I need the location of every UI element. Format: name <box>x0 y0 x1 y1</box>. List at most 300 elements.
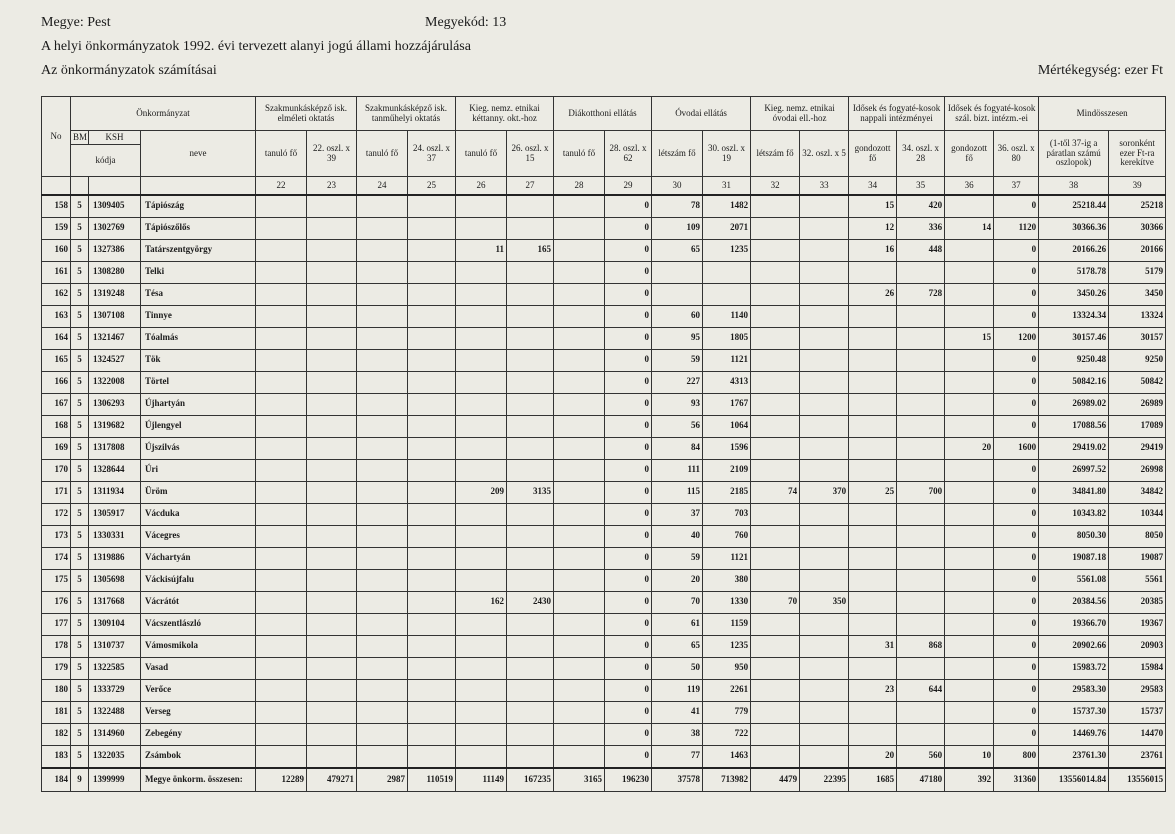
table-cell <box>256 591 307 613</box>
table-cell: 40 <box>652 525 703 547</box>
row-no-cell: 168 <box>42 415 71 437</box>
row-no-cell: 160 <box>42 239 71 261</box>
table-cell <box>307 745 357 768</box>
table-cell: 370 <box>800 481 849 503</box>
table-cell: 0 <box>605 459 652 481</box>
table-cell <box>307 349 357 371</box>
table-cell: 13556014.84 <box>1039 768 1109 792</box>
table-cell <box>307 679 357 701</box>
sub-header-39: soronként ezer Ft-ra kerekítve <box>1109 131 1166 177</box>
row-no-cell: 163 <box>42 305 71 327</box>
table-cell: 20384.56 <box>1039 591 1109 613</box>
table-cell <box>256 393 307 415</box>
table-cell: 37578 <box>652 768 703 792</box>
table-cell: 0 <box>994 613 1039 635</box>
table-cell: 20 <box>652 569 703 591</box>
table-cell <box>357 261 408 283</box>
table-cell <box>456 635 507 657</box>
group-header-1: Szakmunkásképző isk. elméleti oktatás <box>256 97 357 131</box>
table-cell <box>256 437 307 459</box>
sub-header-37: 36. oszl. x 80 <box>994 131 1039 177</box>
sub-header-23: 22. oszl. x 39 <box>307 131 357 177</box>
table-cell: 0 <box>605 547 652 569</box>
sub-header-36: gondozott fő <box>945 131 994 177</box>
row-no-cell: 173 <box>42 525 71 547</box>
col-kodja-header: kódja <box>71 145 141 177</box>
table-cell: 5 <box>71 745 89 768</box>
table-cell <box>507 393 554 415</box>
table-row <box>42 283 1166 305</box>
table-cell: 350 <box>800 591 849 613</box>
sub-header-38: (1-től 37-ig a páratlan számú oszlopok) <box>1039 131 1109 177</box>
table-cell <box>554 679 605 701</box>
table-cell <box>307 415 357 437</box>
table-cell: 93 <box>652 393 703 415</box>
table-cell: 1064 <box>703 415 751 437</box>
table-cell <box>357 745 408 768</box>
row-no-cell: 184 <box>42 768 71 792</box>
sub-header-29: 28. oszl. x 62 <box>605 131 652 177</box>
table-cell <box>357 371 408 393</box>
table-cell: 722 <box>703 723 751 745</box>
table-cell: 12 <box>849 217 897 239</box>
table-cell <box>849 503 897 525</box>
sub-header-22: tanuló fő <box>256 131 307 177</box>
table-cell: 5 <box>71 217 89 239</box>
table-cell <box>507 657 554 679</box>
table-cell <box>507 415 554 437</box>
table-cell: 2430 <box>507 591 554 613</box>
sub-header-33: 32. oszl. x 5 <box>800 131 849 177</box>
table-cell: 59 <box>652 547 703 569</box>
table-cell: 5 <box>71 635 89 657</box>
table-cell <box>897 723 945 745</box>
table-cell <box>408 481 456 503</box>
table-cell <box>945 701 994 723</box>
table-cell: 167235 <box>507 768 554 792</box>
table-cell <box>751 437 800 459</box>
table-cell: 50842.16 <box>1039 371 1109 393</box>
table-cell <box>307 525 357 547</box>
table-cell: 15983.72 <box>1039 657 1109 679</box>
table-cell <box>554 217 605 239</box>
table-cell <box>945 657 994 679</box>
table-cell: 1322488 <box>89 701 141 723</box>
table-cell <box>256 745 307 768</box>
table-cell: 1305917 <box>89 503 141 525</box>
table-cell <box>652 261 703 283</box>
table-cell: 65 <box>652 635 703 657</box>
table-cell: 3450.26 <box>1039 283 1109 305</box>
table-cell <box>307 503 357 525</box>
table-cell: 1321467 <box>89 327 141 349</box>
row-no-cell: 164 <box>42 327 71 349</box>
table-cell: 0 <box>994 239 1039 261</box>
group-header-8: Idősek és fogyaté-kosok szál. bizt. intézm.-ei <box>945 97 1039 131</box>
table-cell: 336 <box>897 217 945 239</box>
table-cell: 380 <box>703 569 751 591</box>
table-cell: 1330 <box>703 591 751 613</box>
table-row <box>42 657 1166 679</box>
table-row <box>42 459 1166 481</box>
name-cell: Tápiószőlős <box>141 217 256 239</box>
table-cell: 1324527 <box>89 349 141 371</box>
table-cell: 0 <box>605 415 652 437</box>
table-cell <box>849 459 897 481</box>
table-cell: 56 <box>652 415 703 437</box>
table-cell <box>800 569 849 591</box>
table-cell <box>897 569 945 591</box>
table-cell: 1322008 <box>89 371 141 393</box>
table-cell: 3450 <box>1109 283 1166 305</box>
table-cell <box>408 415 456 437</box>
table-cell: 392 <box>945 768 994 792</box>
table-cell <box>849 547 897 569</box>
table-cell <box>800 635 849 657</box>
unit-label: Mértékegység: ezer Ft <box>1037 63 1163 78</box>
table-cell <box>751 679 800 701</box>
table-cell: 26989 <box>1109 393 1166 415</box>
table-cell <box>849 393 897 415</box>
table-cell <box>456 679 507 701</box>
col-number: 28 <box>554 177 605 195</box>
table-row <box>42 569 1166 591</box>
table-cell: 0 <box>605 349 652 371</box>
col-number: 36 <box>945 177 994 195</box>
table-cell: 1328644 <box>89 459 141 481</box>
col-onkormanyzat-header: Önkormányzat <box>71 97 256 131</box>
table-cell: 4479 <box>751 768 800 792</box>
table-cell <box>945 525 994 547</box>
table-cell: 1309104 <box>89 613 141 635</box>
table-cell <box>849 657 897 679</box>
table-cell: 8050 <box>1109 525 1166 547</box>
table-cell: 0 <box>605 635 652 657</box>
table-cell <box>507 547 554 569</box>
table-cell: 15 <box>945 327 994 349</box>
table-cell <box>307 459 357 481</box>
table-cell: 1319248 <box>89 283 141 305</box>
table-cell: 1121 <box>703 349 751 371</box>
table-cell <box>751 261 800 283</box>
table-cell <box>800 349 849 371</box>
table-cell <box>408 701 456 723</box>
table-cell: 0 <box>994 371 1039 393</box>
row-no-cell: 183 <box>42 745 71 768</box>
col-number: 30 <box>652 177 703 195</box>
table-cell <box>849 613 897 635</box>
table-cell: 5 <box>71 195 89 218</box>
table-cell <box>554 745 605 768</box>
table-cell <box>256 415 307 437</box>
name-cell: Tápiószág <box>141 195 256 218</box>
table-cell: 61 <box>652 613 703 635</box>
table-cell <box>751 459 800 481</box>
table-cell <box>897 613 945 635</box>
table-cell: 30366 <box>1109 217 1166 239</box>
table-cell <box>256 547 307 569</box>
table-cell: 209 <box>456 481 507 503</box>
table-cell <box>456 503 507 525</box>
table-cell: 31 <box>849 635 897 657</box>
name-cell: Vácszentlászló <box>141 613 256 635</box>
table-cell: 0 <box>994 591 1039 613</box>
table-cell: 227 <box>652 371 703 393</box>
table-cell: 5 <box>71 415 89 437</box>
name-cell: Verseg <box>141 701 256 723</box>
table-cell <box>307 437 357 459</box>
table-cell: 5 <box>71 525 89 547</box>
table-cell: 9250 <box>1109 349 1166 371</box>
table-cell: 0 <box>994 393 1039 415</box>
table-cell: 0 <box>994 481 1039 503</box>
table-cell: 19087.18 <box>1039 547 1109 569</box>
table-cell <box>554 327 605 349</box>
table-cell: 25218 <box>1109 195 1166 218</box>
table-row <box>42 613 1166 635</box>
group-header-3: Kieg. nemz. etnikai kéttanny. okt.-hoz <box>456 97 554 131</box>
sub-header-35: 34. oszl. x 28 <box>897 131 945 177</box>
table-cell: 0 <box>605 613 652 635</box>
table-cell <box>554 591 605 613</box>
table-cell: 0 <box>994 415 1039 437</box>
table-cell: 30157.46 <box>1039 327 1109 349</box>
table-cell <box>456 349 507 371</box>
table-cell: 0 <box>605 305 652 327</box>
table-cell: 15737 <box>1109 701 1166 723</box>
col-number: 27 <box>507 177 554 195</box>
table-cell <box>849 261 897 283</box>
table-cell <box>456 459 507 481</box>
table-cell <box>357 525 408 547</box>
table-cell: 1322585 <box>89 657 141 679</box>
table-cell: 1310737 <box>89 635 141 657</box>
table-cell: 1121 <box>703 547 751 569</box>
table-cell: 5179 <box>1109 261 1166 283</box>
table-cell: 3135 <box>507 481 554 503</box>
table-row <box>42 525 1166 547</box>
table-cell <box>307 723 357 745</box>
table-cell: 26998 <box>1109 459 1166 481</box>
table-cell <box>945 613 994 635</box>
table-cell: 10343.82 <box>1039 503 1109 525</box>
table-cell: 0 <box>994 547 1039 569</box>
table-cell <box>800 657 849 679</box>
table-cell <box>507 437 554 459</box>
table-cell: 1399999 <box>89 768 141 792</box>
table-cell <box>945 591 994 613</box>
table-cell <box>408 635 456 657</box>
table-cell: 10344 <box>1109 503 1166 525</box>
table-cell: 38 <box>652 723 703 745</box>
table-cell: 0 <box>605 393 652 415</box>
table-cell <box>849 415 897 437</box>
table-cell <box>800 371 849 393</box>
col-ksh-header: KSH <box>89 131 141 145</box>
row-no-cell: 180 <box>42 679 71 701</box>
table-cell <box>751 195 800 218</box>
row-no-cell: 166 <box>42 371 71 393</box>
table-cell <box>357 239 408 261</box>
table-cell: 11 <box>456 239 507 261</box>
group-header-6: Kieg. nemz. etnikai óvodai ell.-hoz <box>751 97 849 131</box>
table-cell: 110519 <box>408 768 456 792</box>
group-header-7: Idősek és fogyaté-kosok nappali intézményei <box>849 97 945 131</box>
table-cell: 0 <box>994 701 1039 723</box>
table-cell <box>357 723 408 745</box>
table-cell <box>751 701 800 723</box>
table-cell <box>800 393 849 415</box>
table-cell: 34842 <box>1109 481 1166 503</box>
sub-header-25: 24. oszl. x 37 <box>408 131 456 177</box>
table-cell: 1317668 <box>89 591 141 613</box>
name-cell: Zsámbok <box>141 745 256 768</box>
col-number: 22 <box>256 177 307 195</box>
table-cell <box>456 261 507 283</box>
table-cell <box>751 613 800 635</box>
table-cell: 0 <box>605 327 652 349</box>
table-cell <box>554 239 605 261</box>
table-cell <box>507 349 554 371</box>
table-cell <box>849 327 897 349</box>
table-cell: 0 <box>605 481 652 503</box>
table-cell <box>408 437 456 459</box>
table-cell <box>945 415 994 437</box>
table-cell <box>945 393 994 415</box>
table-cell: 0 <box>994 723 1039 745</box>
table-cell: 115 <box>652 481 703 503</box>
table-cell: 19367 <box>1109 613 1166 635</box>
table-cell: 77 <box>652 745 703 768</box>
table-cell: 10 <box>945 745 994 768</box>
table-cell <box>507 459 554 481</box>
table-cell: 3165 <box>554 768 605 792</box>
county-code: Megyekód: 13 <box>425 15 507 30</box>
table-cell <box>408 657 456 679</box>
table-cell <box>408 723 456 745</box>
table-cell: 84 <box>652 437 703 459</box>
table-cell: 11149 <box>456 768 507 792</box>
table-cell: 0 <box>605 657 652 679</box>
table-cell: 34841.80 <box>1039 481 1109 503</box>
table-cell <box>554 371 605 393</box>
table-cell: 5 <box>71 481 89 503</box>
table-cell <box>897 701 945 723</box>
table-cell <box>945 503 994 525</box>
sub-header-24: tanuló fő <box>357 131 408 177</box>
table-cell <box>800 701 849 723</box>
table-cell <box>800 261 849 283</box>
table-cell <box>456 217 507 239</box>
table-cell: 779 <box>703 701 751 723</box>
col-number: 26 <box>456 177 507 195</box>
table-cell: 20903 <box>1109 635 1166 657</box>
table-cell <box>357 481 408 503</box>
col-number: 25 <box>408 177 456 195</box>
table-cell: 9250.48 <box>1039 349 1109 371</box>
sub-header-27: 26. oszl. x 15 <box>507 131 554 177</box>
col-neve-header: neve <box>141 131 256 177</box>
name-cell: Újlengyel <box>141 415 256 437</box>
col-no-header: No <box>42 97 71 177</box>
table-cell: 29419.02 <box>1039 437 1109 459</box>
col-bm-header: BM <box>71 131 89 145</box>
table-row <box>42 547 1166 569</box>
table-cell <box>849 701 897 723</box>
table-cell <box>507 371 554 393</box>
name-cell: Újszilvás <box>141 437 256 459</box>
col-number: 33 <box>800 177 849 195</box>
table-cell: 5 <box>71 459 89 481</box>
table-cell <box>945 569 994 591</box>
table-cell <box>256 305 307 327</box>
table-cell <box>256 569 307 591</box>
table-row <box>42 327 1166 349</box>
table-row <box>42 393 1166 415</box>
table-cell <box>307 305 357 327</box>
table-cell <box>307 195 357 218</box>
table-cell: 0 <box>605 701 652 723</box>
table-cell <box>357 613 408 635</box>
name-cell: Verőce <box>141 679 256 701</box>
table-cell <box>507 195 554 218</box>
table-cell <box>849 723 897 745</box>
row-no-cell: 162 <box>42 283 71 305</box>
table-cell <box>256 349 307 371</box>
table-cell: 13556015 <box>1109 768 1166 792</box>
table-cell: 20166 <box>1109 239 1166 261</box>
table-cell: 1120 <box>994 217 1039 239</box>
table-row <box>42 239 1166 261</box>
table-cell: 1327386 <box>89 239 141 261</box>
table-cell <box>408 217 456 239</box>
name-cell: Vácduka <box>141 503 256 525</box>
table-cell: 560 <box>897 745 945 768</box>
table-cell <box>751 635 800 657</box>
table-cell <box>357 415 408 437</box>
name-cell: Váchartyán <box>141 547 256 569</box>
row-no-cell: 158 <box>42 195 71 218</box>
table-cell <box>800 459 849 481</box>
table-cell <box>554 547 605 569</box>
table-cell: 1302769 <box>89 217 141 239</box>
table-cell <box>408 393 456 415</box>
table-cell: 50842 <box>1109 371 1166 393</box>
table-cell <box>408 283 456 305</box>
table-cell: 2109 <box>703 459 751 481</box>
table-cell <box>945 547 994 569</box>
table-cell <box>256 723 307 745</box>
col-number: 23 <box>307 177 357 195</box>
table-cell <box>945 371 994 393</box>
row-no-cell: 159 <box>42 217 71 239</box>
table-cell <box>751 723 800 745</box>
name-cell: Üröm <box>141 481 256 503</box>
table-cell <box>307 591 357 613</box>
table-cell: 0 <box>994 503 1039 525</box>
table-cell: 5 <box>71 283 89 305</box>
sub-header-28: tanuló fő <box>554 131 605 177</box>
table-cell: 0 <box>605 723 652 745</box>
table-cell: 0 <box>605 239 652 261</box>
table-row <box>42 745 1166 768</box>
sub-header-32: létszám fő <box>751 131 800 177</box>
table-cell: 1306293 <box>89 393 141 415</box>
table-cell <box>897 305 945 327</box>
table-cell: 0 <box>605 437 652 459</box>
table-cell: 14 <box>945 217 994 239</box>
table-cell: 1317808 <box>89 437 141 459</box>
